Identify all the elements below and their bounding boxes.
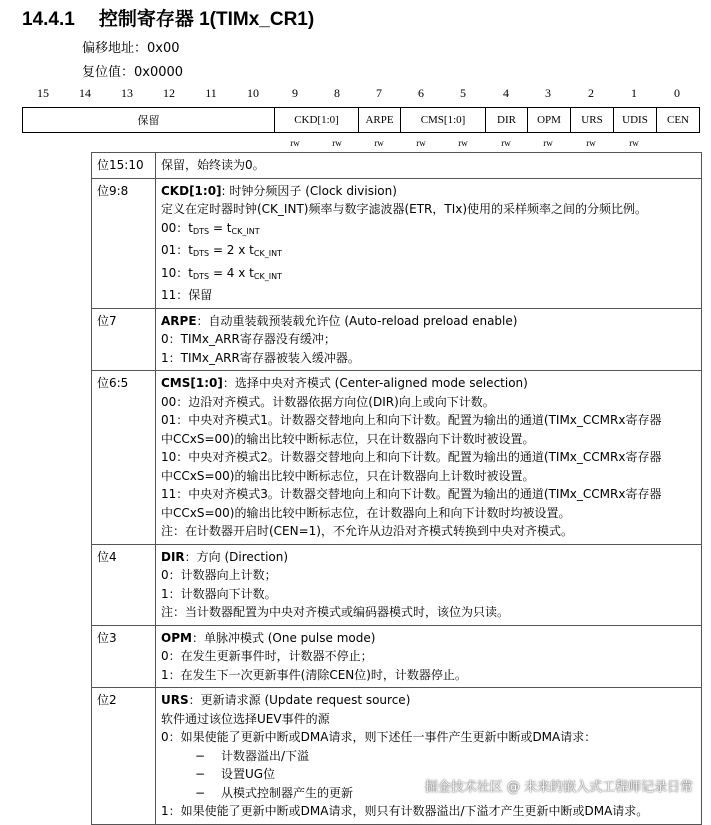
field-title: ：单脉冲模式 (One pulse mode) [191, 630, 376, 645]
table-row [92, 153, 702, 179]
bit-description [156, 153, 702, 179]
table-row [92, 688, 702, 825]
section-number: 14.4.1 [22, 9, 75, 30]
field-name: CKD[1:0] [161, 183, 222, 198]
desc-line: 中CCxS=00)的输出比较中断标志位，只在计数器向上计数时被设置。 [161, 468, 535, 483]
dash-marker: − [195, 767, 206, 781]
access-label: rw [501, 138, 511, 148]
desc-line: 10：中央对齐模式2。计数器交替地向上和向下计数。配置为输出的通道(TIMx_CCMRx寄存器 [161, 450, 662, 464]
formula-line: 01：$t_{DTS} = 2$ x $t_{CK\_INT}$ [161, 243, 282, 258]
formula-line: 00：$t_{DTS} = t_{CK\_INT}$ [161, 220, 260, 236]
bit-range: 位2 [92, 688, 156, 825]
field-arpe: ARPE [358, 107, 401, 133]
bit-range: 位15:10 [92, 153, 156, 179]
bit-number: 9 [292, 86, 298, 100]
desc-line: 0：计数器向上计数； [161, 568, 277, 582]
bit-number-row [22, 86, 700, 102]
table-row [92, 625, 702, 688]
access-label: rw [332, 138, 342, 148]
desc-line: 01：中央对齐模式1。计数器交替地向上和向下计数。配置为输出的通道(TIMx_CCMRx寄存器 [161, 413, 662, 427]
bit-number: 6 [418, 86, 424, 100]
bullet-item: − 计数器溢出/下溢 [161, 747, 695, 766]
desc-line: 保留，始终读为0。 [161, 158, 265, 172]
bit-description [156, 688, 702, 825]
desc-line: 0：TIMx_ARR寄存器没有缓冲； [161, 332, 336, 346]
field-udis: UDIS [613, 107, 657, 133]
bullet-item: − 设置UG位 [161, 765, 695, 784]
desc-line: 注：在计数器开启时(CEN=1)，不允许从边沿对齐模式转换到中央对齐模式。 [161, 524, 573, 538]
bit-description-table [91, 152, 702, 825]
bit-range: 位4 [92, 544, 156, 625]
access-row [22, 138, 700, 150]
desc-line: 定义在定时器时钟(CK_INT)频率与数字滤波器(ETR，TIx)使用的采样频率之间的分频比例。 [161, 202, 648, 216]
field-title: ：更新请求源 (Update request source) [188, 693, 411, 707]
table-row [92, 308, 702, 371]
bit-number: 0 [674, 86, 680, 100]
offset-address: 偏移地址：0x00 [82, 41, 180, 56]
bit-number: 13 [121, 86, 133, 100]
access-label: rw [374, 138, 384, 148]
bit-number: 1 [631, 86, 637, 100]
dash-marker: − [195, 785, 206, 800]
section-heading: 控制寄存器 1(TIMx_CR1) [98, 9, 315, 30]
section-title [22, 4, 314, 31]
field-ckd: CKD[1:0] [274, 107, 359, 133]
field-cms: CMS[1:0] [400, 107, 486, 133]
desc-line: 中CCxS=00)的输出比较中断标志位，只在计数器向下计数时被设置。 [161, 431, 535, 446]
bit-number: 8 [334, 86, 340, 100]
bit-number: 10 [247, 86, 259, 100]
desc-line: 11：中央对齐模式3。计数器交替地向上和向下计数。配置为输出的通道(TIMx_CCMRx寄存器 [161, 487, 662, 501]
desc-line: 1：TIMx_ARR寄存器被装入缓冲器。 [161, 350, 360, 365]
field-title: ：方向 (Direction) [184, 549, 289, 564]
register-diagram [22, 107, 700, 135]
access-label: rw [543, 138, 553, 148]
bit-description [156, 308, 702, 371]
bit-number: 14 [79, 86, 91, 100]
access-label: rw [629, 138, 639, 148]
bit-description [156, 544, 702, 625]
bit-description [156, 178, 702, 308]
field-cen: CEN [656, 107, 700, 133]
watermark: 掘金技术社区 @ 未来的嵌入式工程师记录日常 [424, 780, 693, 795]
access-label: rw [586, 138, 596, 148]
desc-line: 中CCxS=00)的输出比较中断标志位，在计数器向上和向下计数时均被设置。 [161, 505, 571, 520]
desc-line: 软件通过该位选择UEV事件的源 [161, 711, 330, 726]
bit-range: 位3 [92, 625, 156, 688]
bit-number: 2 [588, 86, 594, 100]
field-title: : 时钟分频因子 (Clock division) [221, 183, 397, 198]
table-row [92, 544, 702, 625]
field-opm: OPM [527, 107, 571, 133]
field-name: ARPE [161, 313, 197, 328]
table-row [92, 371, 702, 545]
field-name: OPM [161, 630, 192, 645]
bit-description [156, 625, 702, 688]
bit-range: 位9:8 [92, 178, 156, 308]
field-name: DIR [161, 549, 185, 564]
desc-line: 1：计数器向下计数。 [161, 586, 277, 601]
bit-number: 4 [503, 86, 509, 100]
field-title: ：自动重装载预装载允许位 (Auto-reload preload enable) [196, 313, 518, 328]
bit-range: 位6:5 [92, 371, 156, 545]
field-name: URS [161, 693, 189, 707]
desc-line: 0：在发生更新事件时，计数器不停止； [161, 649, 373, 663]
reset-value: 复位值：0x0000 [82, 65, 184, 80]
access-label: rw [416, 138, 426, 148]
desc-line: 00：边沿对齐模式。计数器依据方向位(DIR)向上或向下计数。 [161, 394, 495, 409]
bit-description [156, 371, 702, 545]
access-label: rw [290, 138, 300, 148]
bit-number: 5 [460, 86, 466, 100]
desc-line: 0：如果使能了更新中断或DMA请求，则下述任一事件产生更新中断或DMA请求： [161, 730, 597, 744]
bit-number: 3 [545, 86, 551, 100]
bit-number: 11 [205, 86, 217, 100]
bit-number: 12 [163, 86, 175, 100]
desc-line: 11：保留 [161, 288, 213, 302]
desc-line: 注：当计数器配置为中央对齐模式或编码器模式时，该位为只读。 [161, 605, 510, 619]
table-row [92, 178, 702, 308]
desc-line: 1：如果使能了更新中断或DMA请求，则只有计数器溢出/下溢才产生更新中断或DMA请求。 [161, 804, 649, 818]
field-urs: URS [570, 107, 614, 133]
field-dir: DIR [485, 107, 528, 133]
desc-line: 1：在发生下一次更新事件(清除CEN位)时，计数器停止。 [161, 667, 467, 682]
access-label: rw [458, 138, 468, 148]
bit-number: 15 [37, 86, 49, 100]
formula-line: 10：$t_{DTS} = 4$ x $t_{CK\_INT}$ [161, 265, 282, 281]
field-title: ：选择中央对齐模式 (Center-aligned mode selection) [222, 376, 528, 390]
field-reserved: 保留 [22, 107, 275, 133]
field-name: CMS[1:0] [161, 376, 223, 390]
bit-number: 7 [376, 86, 382, 100]
bit-range: 位7 [92, 308, 156, 371]
dash-marker: − [195, 748, 206, 763]
bullet-item: − 从模式控制器产生的更新 [161, 784, 695, 803]
